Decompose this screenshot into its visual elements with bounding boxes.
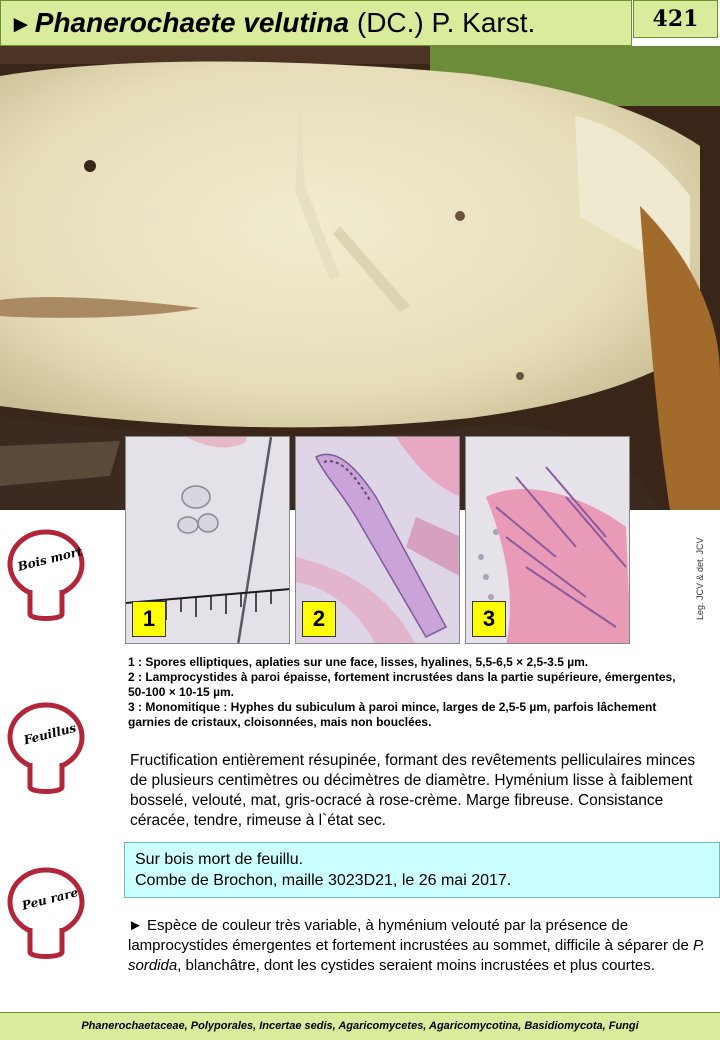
remark-part: , blanchâtre, dont les cystides seraient moins incrustées et plus courtes. <box>177 957 655 974</box>
badge-label: Bois mort <box>16 544 84 574</box>
caption-item: 2 : Lamprocystides à paroi épaisse, fortement incrustées dans la partie supérieure, émergentes, 50-100 × 10-15 µm. <box>128 670 676 699</box>
caption-item: 3 : Monomitique : Hyphes du subiculum à paroi mince, larges de 2,5-5 µm, parfois lâchement garnies de cristaux, cloisonnées, mais non bouclées. <box>128 700 657 729</box>
arrow-icon: ► <box>9 11 33 38</box>
page-number: 421 <box>633 0 718 38</box>
caption-item: 1 : Spores elliptiques, aplaties sur une face, lisses, hyalines, 5,5-6,5 × 2,5-3.5 µm. <box>128 655 589 669</box>
micrograph-number: 3 <box>472 601 506 637</box>
badge-label: Peu rare <box>20 885 80 913</box>
micrograph-spores <box>125 436 290 644</box>
title-bar <box>0 0 632 46</box>
micrograph-hyphae <box>465 436 630 644</box>
badge-rarity <box>6 860 86 960</box>
remark-text <box>128 916 708 976</box>
remark-part: ► Espèce de couleur très variable, à hyménium velouté par la présence de lamprocystides émergentes et fortement incrustées au sommet, difficile à séparer de <box>128 917 693 954</box>
remark-species: P. sordida <box>128 937 706 974</box>
badge-substrate <box>6 522 86 622</box>
page-title <box>9 7 535 39</box>
description-text: Fructification entièrement résupinée, formant des revêtements pelliculaires minces de plusieurs centimètres ou décimètres de diamètre. Hyménium lisse à faiblement bosselé, velouté, mat, gris-ocracé à rose-crème. Marge fibreuse. Consistance céracée, tendre, rimeuse à l`état sec. <box>130 752 696 829</box>
micrograph-lamprocystides <box>295 436 460 644</box>
micrograph-captions <box>128 655 688 730</box>
taxonomy-footer: Phanerochaetaceae, Polyporales, Incertae sedis, Agaricomycetes, Agaricomycotina, Basidiomycota, Fungi <box>0 1012 720 1040</box>
species-name: Phanerochaete velutina <box>34 7 350 38</box>
habitat-line: Combe de Brochon, maille 3023D21, le 26 mai 2017. <box>135 872 512 889</box>
habitat-line: Sur bois mort de feuillu. <box>135 851 304 868</box>
badge-label: Feuillus <box>22 720 78 748</box>
habitat-box <box>124 842 720 898</box>
micrograph-number: 2 <box>302 601 336 637</box>
micrograph-number: 1 <box>132 601 166 637</box>
species-authority: (DC.) P. Karst. <box>356 7 536 38</box>
badge-host <box>6 695 86 795</box>
credit-text: Leg. JCV & det. JCV <box>695 537 705 620</box>
